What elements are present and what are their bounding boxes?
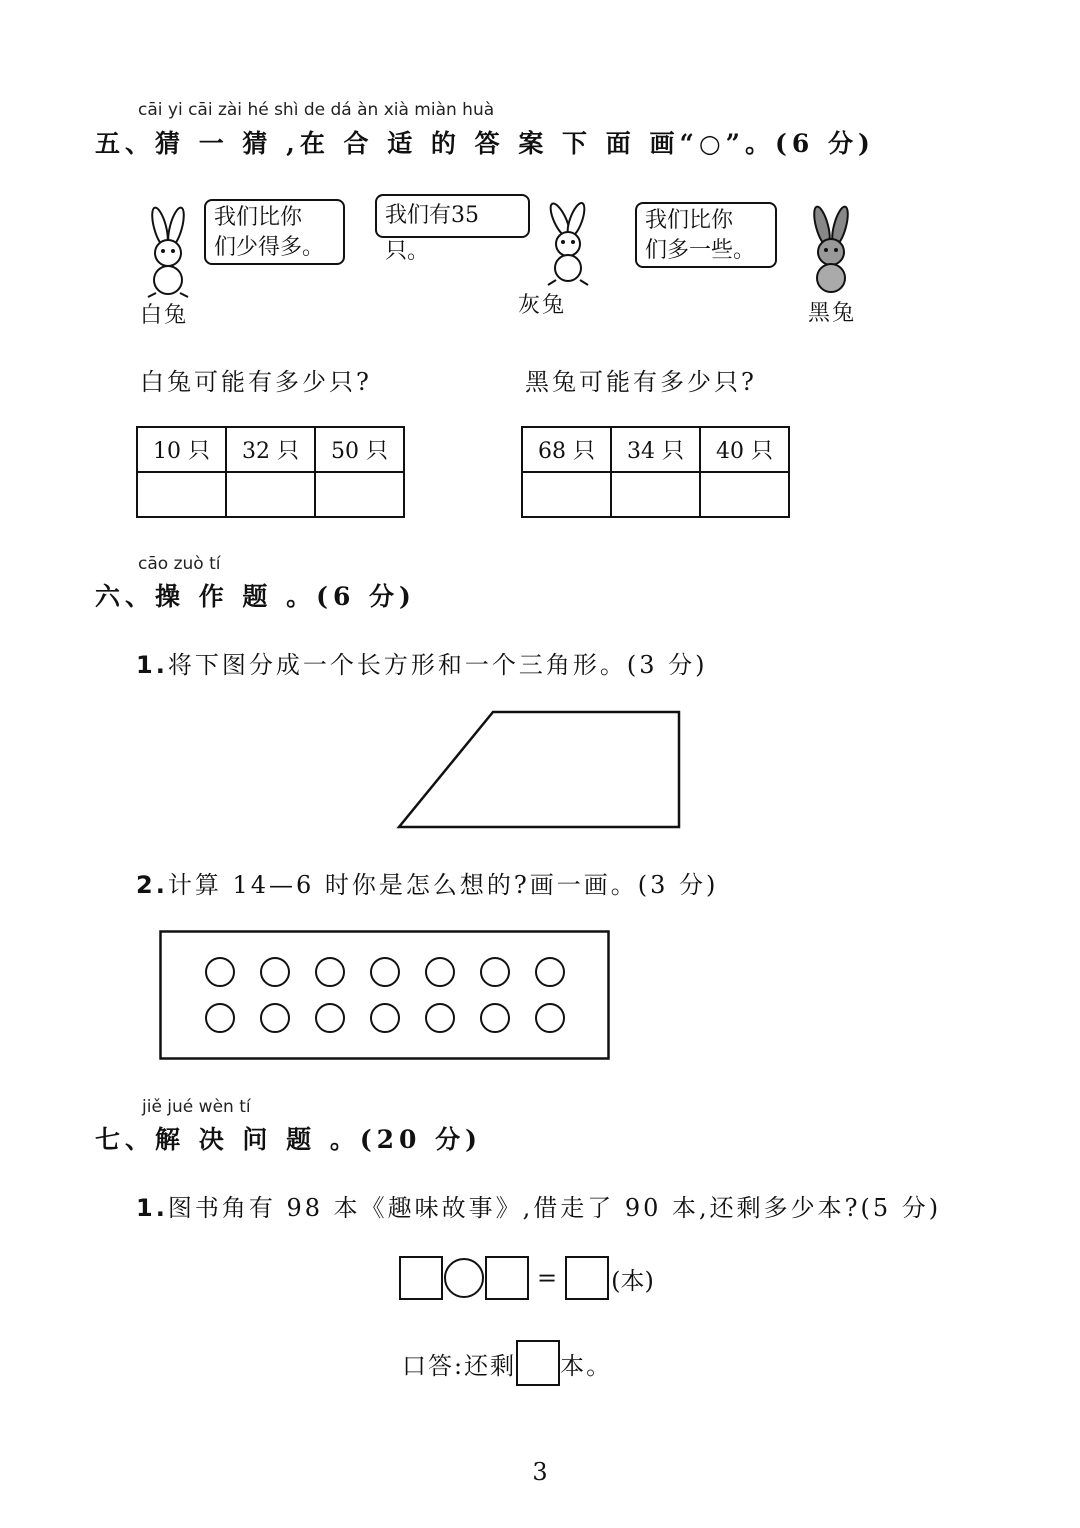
section7-pinyin: jiě jué wèn tí xyxy=(142,1097,251,1117)
gray-rabbit-name: 灰兔 xyxy=(518,293,567,318)
question-number: 1. xyxy=(136,651,168,679)
answer-box[interactable] xyxy=(516,1340,560,1386)
question-white-rabbit: 白兔可能有多少只? xyxy=(140,368,372,396)
black-rabbit-illustration xyxy=(800,204,862,296)
result-box[interactable] xyxy=(565,1256,609,1300)
black-rabbit-name: 黑兔 xyxy=(808,301,857,326)
counter-circle[interactable] xyxy=(536,958,564,986)
operator-circle[interactable] xyxy=(444,1258,484,1298)
circles-group xyxy=(206,958,564,1032)
section5-pinyin: cāi yi cāi zài hé shì de dá àn xià miàn huà xyxy=(138,100,495,120)
section6-pinyin: cāo zuò tí xyxy=(138,554,221,574)
answer-suffix: 本。 xyxy=(560,1351,613,1380)
black-rabbit-speech-line1: 我们比你 xyxy=(645,208,734,233)
white-option-answer-cell[interactable] xyxy=(137,472,226,517)
counter-circle[interactable] xyxy=(261,958,289,986)
black-option-answer-cell[interactable] xyxy=(700,472,789,517)
gray-rabbit-illustration xyxy=(536,200,600,288)
unit-label: (本) xyxy=(611,1266,654,1295)
counter-circle[interactable] xyxy=(371,1004,399,1032)
black-rabbit-options-table xyxy=(521,426,790,518)
black-option-label: 40 只 xyxy=(700,427,789,472)
counter-circle[interactable] xyxy=(371,958,399,986)
black-rabbit-speech-line2: 们多一些。 xyxy=(645,238,756,263)
equals-sign: = xyxy=(537,1264,558,1292)
counter-circle[interactable] xyxy=(316,958,344,986)
counter-circle[interactable] xyxy=(481,1004,509,1032)
counter-circle[interactable] xyxy=(536,1004,564,1032)
white-option-label: 50 只 xyxy=(315,427,404,472)
operand-box-2[interactable] xyxy=(485,1256,529,1300)
question-text: 将下图分成一个长方形和一个三角形。(3 分) xyxy=(167,651,708,679)
page-number: 3 xyxy=(532,1458,548,1486)
question-number: 2. xyxy=(136,871,168,899)
section6-title: 六、操 作 题 。(6 分) xyxy=(95,582,416,611)
gray-rabbit-speech: 我们有35只。 xyxy=(385,203,479,264)
black-option-answer-cell[interactable] xyxy=(522,472,611,517)
question-text: 图书角有 98 本《趣味故事》,借走了 90 本,还剩多少本?(5 分) xyxy=(167,1194,942,1222)
trapezoid-figure[interactable] xyxy=(395,708,685,832)
counter-circle[interactable] xyxy=(481,958,509,986)
counter-circle[interactable] xyxy=(261,1004,289,1032)
white-rabbit-options-table xyxy=(136,426,405,518)
circles-drawing-box[interactable] xyxy=(159,930,611,1061)
black-rabbit-speech-bubble xyxy=(635,202,777,268)
white-rabbit-speech-line1: 我们比你 xyxy=(214,205,303,230)
answer-row xyxy=(402,1340,612,1386)
question-text: 计算 14—6 时你是怎么想的?画一画。(3 分) xyxy=(167,871,719,899)
counter-circle[interactable] xyxy=(206,958,234,986)
answer-prefix: 口答:还剩 xyxy=(402,1351,517,1380)
white-rabbit-illustration xyxy=(138,205,198,300)
white-option-label: 32 只 xyxy=(226,427,315,472)
question-number: 1. xyxy=(136,1194,168,1222)
counter-circle[interactable] xyxy=(426,958,454,986)
white-rabbit-speech-line2: 们少得多。 xyxy=(214,235,325,260)
question-black-rabbit: 黑兔可能有多少只? xyxy=(525,368,757,396)
section6-question-2 xyxy=(136,865,718,900)
white-option-label: 10 只 xyxy=(137,427,226,472)
black-option-answer-cell[interactable] xyxy=(611,472,700,517)
gray-rabbit-speech-bubble xyxy=(375,194,530,264)
operand-box-1[interactable] xyxy=(399,1256,443,1300)
white-option-answer-cell[interactable] xyxy=(315,472,404,517)
section5-title: 五、猜 一 猜 ,在 合 适 的 答 案 下 面 画“○”。(6 分) xyxy=(95,129,875,158)
white-rabbit-name: 白兔 xyxy=(140,303,189,328)
counter-circle[interactable] xyxy=(206,1004,234,1032)
section6-question-1 xyxy=(136,645,707,680)
black-option-label: 34 只 xyxy=(611,427,700,472)
black-option-label: 68 只 xyxy=(522,427,611,472)
equation-row xyxy=(399,1255,654,1301)
counter-circle[interactable] xyxy=(316,1004,344,1032)
section7-title: 七、解 决 问 题 。(20 分) xyxy=(95,1125,482,1154)
white-rabbit-speech-bubble xyxy=(204,199,345,265)
section7-question-1 xyxy=(136,1188,941,1223)
white-option-answer-cell[interactable] xyxy=(226,472,315,517)
counter-circle[interactable] xyxy=(426,1004,454,1032)
